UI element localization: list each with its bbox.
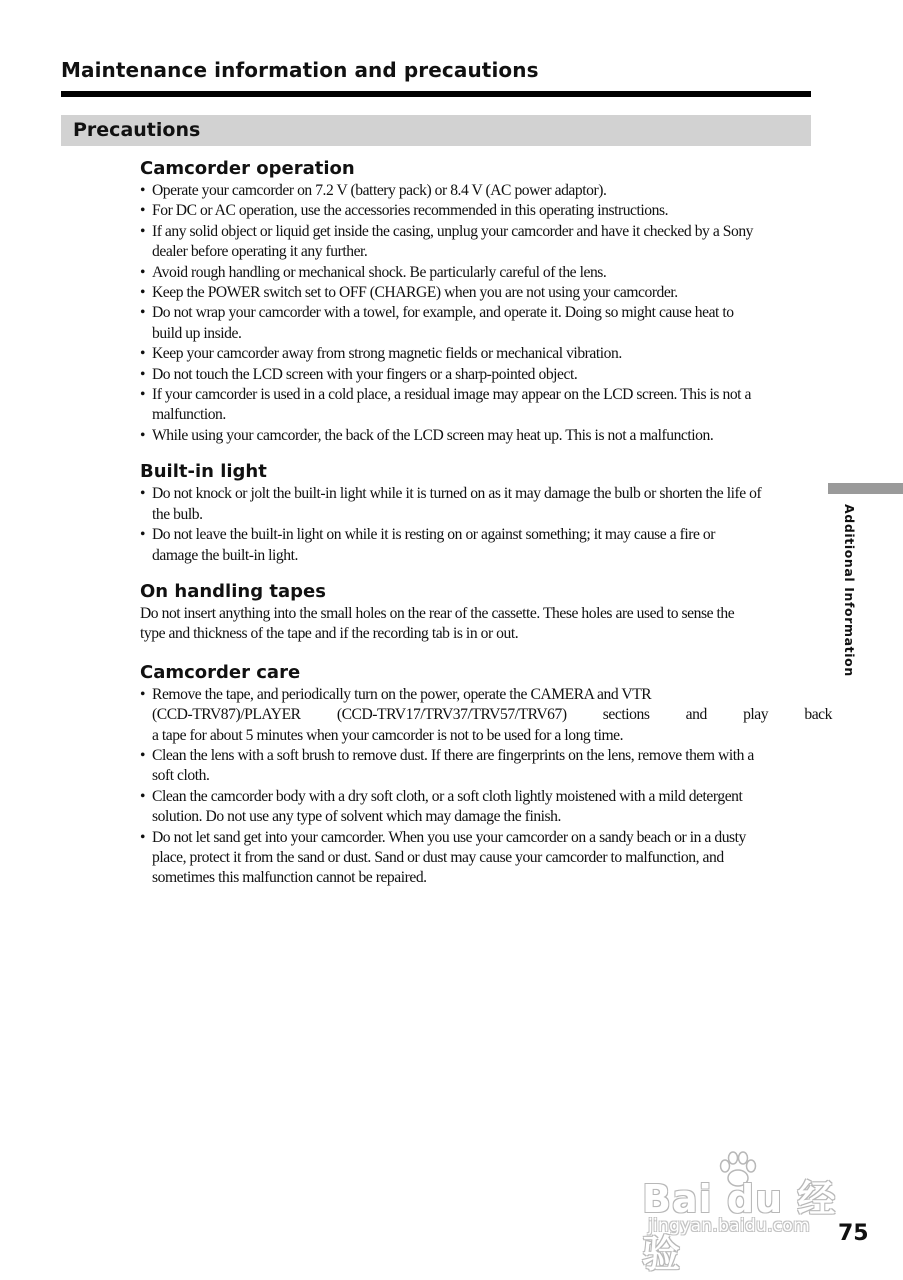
built-in-light-list bbox=[140, 484, 832, 566]
care-item-line: (CCD-TRV87)/PLAYER (CCD-TRV17/TRV37/TRV57/TRV67) sections and play back bbox=[152, 706, 832, 724]
section-tab-label: Additional Information bbox=[842, 504, 857, 677]
camcorder-operation-heading: Camcorder operation bbox=[140, 158, 355, 179]
list-item: • For DC or AC operation, use the accessories recommended in this operating instructions. bbox=[140, 201, 712, 221]
list-item: • Avoid rough handling or mechanical shock. Be particularly careful of the lens. bbox=[140, 263, 832, 283]
watermark-url: jingyan.baidu.com bbox=[648, 1216, 810, 1236]
list-item: • Keep your camcorder away from strong magnetic fields or mechanical vibration. bbox=[140, 344, 832, 364]
section-title: Precautions bbox=[73, 119, 201, 141]
built-in-light-heading: Built-in light bbox=[140, 461, 267, 483]
page-title: Maintenance information and precautions bbox=[61, 58, 539, 82]
list-item: • Do not knock or jolt the built-in light while it is turned on as it may damage the bulb or shorten the life of the bulb. bbox=[140, 484, 770, 525]
list-item: • While using your camcorder, the back of the LCD screen may heat up. This is not a malfunction. bbox=[140, 426, 767, 446]
camcorder-care-heading: Camcorder care bbox=[140, 661, 301, 683]
list-item: • If your camcorder is used in a cold place, a residual image may appear on the LCD screen. This is not a malfunction. bbox=[140, 385, 772, 426]
camcorder-care-section bbox=[140, 661, 832, 889]
camcorder-care-list bbox=[140, 685, 832, 889]
care-item-line: • Remove the tape, and periodically turn on the power, operate the CAMERA and VTR bbox=[152, 685, 652, 703]
list-item: • If any solid object or liquid get inside the casing, unplug your camcorder and have it checked by a Sony dealer before operating it any further. bbox=[140, 222, 774, 263]
watermark-brand: Bai du 经验 bbox=[642, 1177, 837, 1276]
list-item: • Do not wrap your camcorder with a towel, for example, and operate it. Doing so might cause heat to build up inside. bbox=[140, 303, 742, 344]
list-item: • Clean the lens with a soft brush to remove dust. If there are fingerprints on the lens, remove them with a soft cloth. bbox=[140, 746, 764, 787]
list-item: • Operate your camcorder on 7.2 V (battery pack) or 8.4 V (AC power adaptor). bbox=[140, 181, 832, 201]
baidu-watermark bbox=[640, 1150, 850, 1276]
section-title-bar bbox=[61, 115, 811, 146]
page-number: 75 bbox=[838, 1221, 869, 1246]
section-tab-marker bbox=[828, 483, 903, 494]
precautions-content bbox=[140, 157, 832, 889]
list-item: • Keep the POWER switch set to OFF (CHARGE) when you are not using your camcorder. bbox=[140, 283, 737, 303]
care-item-line: a tape for about 5 minutes when your camcorder is not to be used for a long time. bbox=[152, 726, 624, 744]
list-item: • Do not touch the LCD screen with your fingers or a sharp-pointed object. bbox=[140, 365, 832, 385]
page-header bbox=[61, 57, 811, 83]
built-in-light-section bbox=[140, 460, 832, 566]
handling-tapes-section bbox=[140, 580, 832, 645]
camcorder-operation-section bbox=[140, 157, 832, 446]
handling-tapes-text: Do not insert anything into the small holes on the rear of the cassette. These holes are used to sense the type and thickness of the tape and if the recording tab is in or out. bbox=[140, 604, 735, 643]
list-item: • Do not let sand get into your camcorder. When you use your camcorder on a sandy beach or in a dusty place, protect it from the sand or dust. Sand or dust may cause your camcorder to malfunction, and sometimes this malfunction cannot be repaired. bbox=[140, 828, 774, 889]
header-rule bbox=[61, 91, 811, 97]
list-item bbox=[140, 685, 832, 746]
camcorder-operation-list bbox=[140, 181, 832, 446]
handling-tapes-heading: On handling tapes bbox=[140, 580, 326, 602]
list-item: • Do not leave the built-in light on while it is resting on or against something; it may cause a fire or damage the built-in light. bbox=[140, 525, 752, 566]
list-item: • Clean the camcorder body with a dry soft cloth, or a soft cloth lightly moistened with a mild detergent solution. Do not use any type of solvent which may damage the finish. bbox=[140, 787, 774, 828]
